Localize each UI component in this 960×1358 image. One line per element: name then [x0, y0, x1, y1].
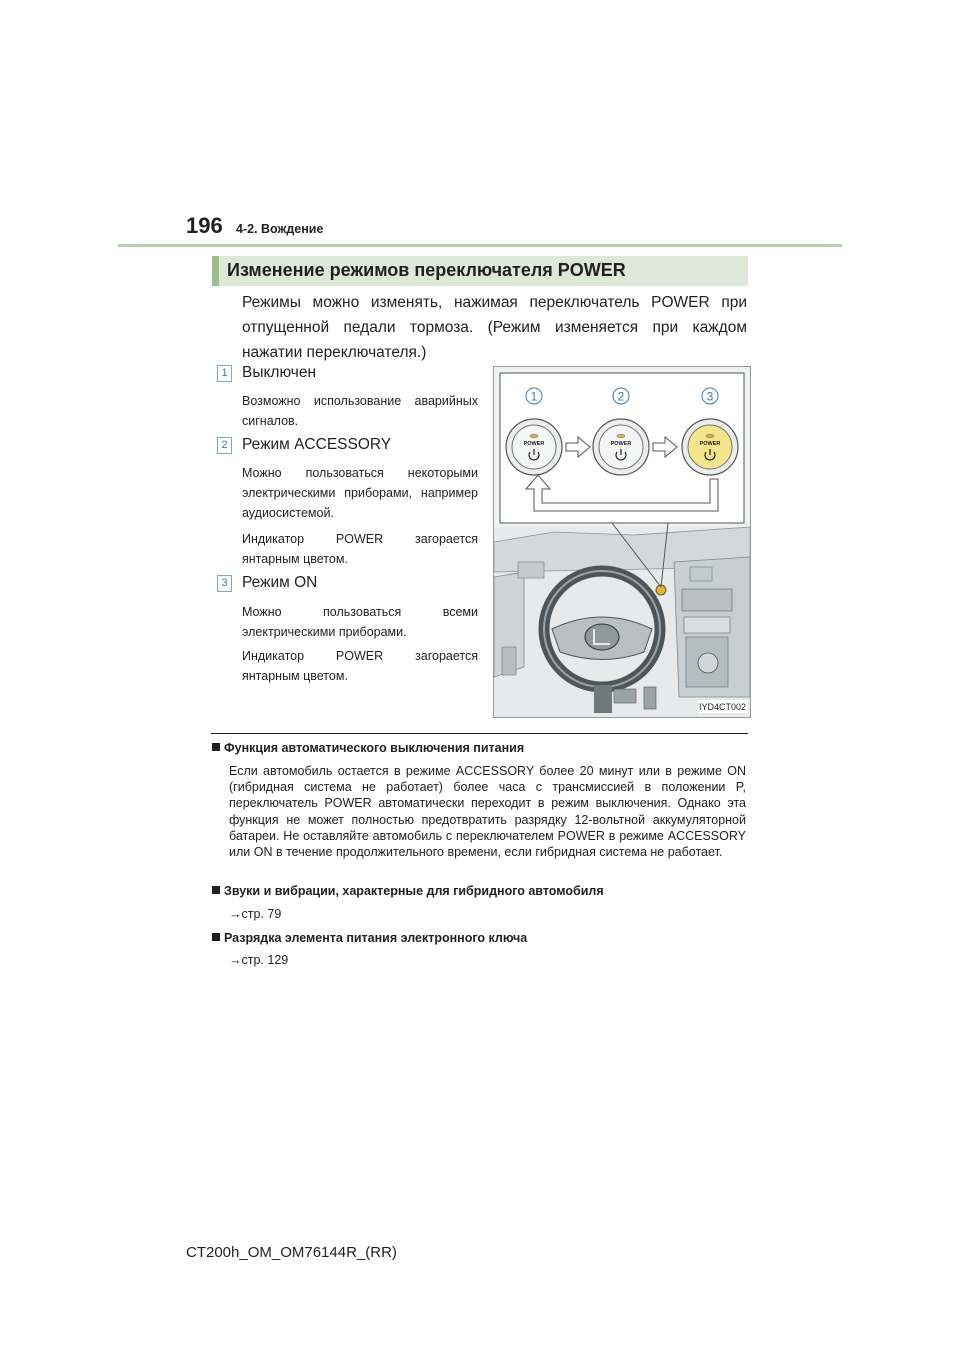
- power-button-on: [682, 419, 738, 475]
- mode-on-indicator: Индикатор POWER загорается янтарным цветом.: [242, 649, 478, 683]
- intro-paragraph: Режимы можно изменять, нажимая переключатель POWER при отпущенной педали тормоза. (Режим изменяется при каждом нажатии переключателя.): [242, 294, 747, 361]
- power-button-off: [506, 419, 562, 475]
- section-title-band: [212, 256, 748, 286]
- svg-text:3: 3: [706, 389, 714, 404]
- section-title: Изменение режимов переключателя POWER: [227, 260, 626, 280]
- image-code: IYD4CT002: [698, 702, 746, 712]
- notes-divider: [211, 733, 748, 734]
- svg-text:1: 1: [530, 389, 538, 404]
- mode-off-description: Возможно использование аварийных сигналов.: [242, 394, 478, 428]
- mode-number-3: 3: [217, 575, 232, 592]
- page-number: 196: [186, 213, 223, 238]
- square-bullet-icon: [212, 933, 220, 941]
- note-ref-key-battery[interactable]: →стр. 129: [229, 953, 289, 967]
- mode-accessory-description: Можно пользоваться некоторыми электрическими приборами, например аудиосистемой.: [242, 466, 478, 520]
- square-bullet-icon: [212, 886, 220, 894]
- mode-title-off: Выключен: [242, 364, 317, 381]
- dashboard-illustration: [494, 523, 750, 717]
- mode-number-1: 1: [217, 365, 232, 382]
- svg-text:POWER: POWER: [610, 441, 632, 447]
- document-code: CT200h_OM_OM76144R_(RR): [186, 1244, 397, 1261]
- mode-number-2: 2: [217, 437, 232, 454]
- svg-text:POWER: POWER: [523, 441, 545, 447]
- mode-accessory-indicator: Индикатор POWER загорается янтарным цветом.: [242, 532, 478, 566]
- square-bullet-icon: [212, 743, 220, 751]
- power-button-accessory: [593, 419, 649, 475]
- section-reference: 4-2. Вождение: [236, 222, 324, 236]
- svg-text:2: 2: [617, 389, 625, 404]
- note-title-hybrid-sounds: Звуки и вибрации, характерные для гибридного автомобиля: [212, 884, 604, 898]
- svg-text:POWER: POWER: [699, 441, 721, 447]
- mode-title-accessory: Режим ACCESSORY: [242, 436, 392, 453]
- header-divider: [118, 244, 842, 247]
- mode-on-description: Можно пользоваться всеми электрическими приборами.: [242, 605, 478, 639]
- note-title-auto-power-off: Функция автоматического выключения питания: [212, 741, 524, 755]
- note-title-key-battery: Разрядка элемента питания электронного ключа: [212, 931, 527, 945]
- section-title-accent: [212, 256, 219, 286]
- power-switch-figure: [493, 366, 751, 718]
- note-text-auto-power-off: Если автомобиль остается в режиме ACCESSORY более 20 минут или в режиме ON (гибридная система не работает) более часа с трансмиссией в положении P, переключатель POWER автоматически переходит в режим выключения. Однако эта функция не может полностью предотвратить разрядку 12-вольтной аккумуляторной батареи. Не оставляйте автомобиль с переключателем POWER в режиме ACCESSORY или ON в течение продолжительного времени, если гибридная система не работает.: [229, 764, 746, 860]
- note-ref-hybrid-sounds[interactable]: →стр. 79: [229, 907, 282, 921]
- mode-title-on: Режим ON: [242, 574, 318, 591]
